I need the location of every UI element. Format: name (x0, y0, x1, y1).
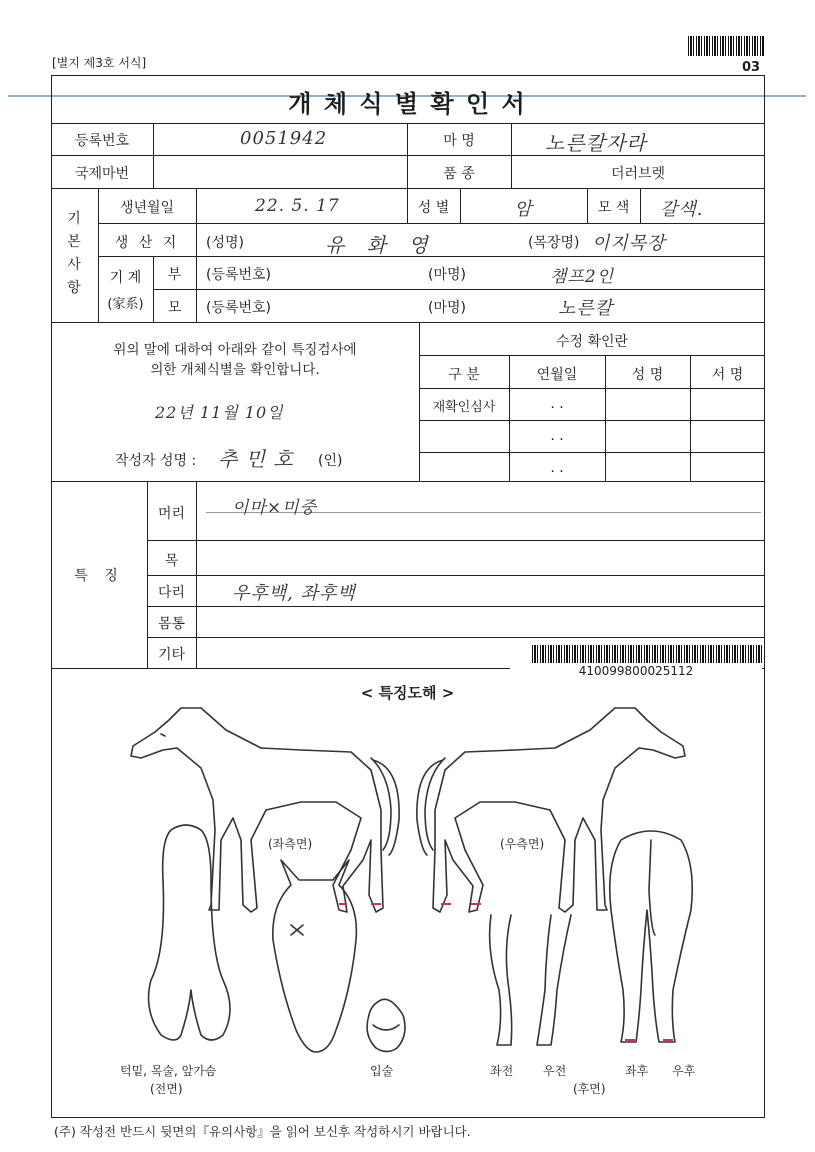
name-value: 노른칼자라 (545, 131, 647, 155)
feature-head-value: 이마×미중 (232, 498, 317, 518)
dam-reg-label: (등록번호) (206, 300, 272, 316)
front-left-label: 좌전 (490, 1064, 514, 1078)
feature-leg-value: 우후백, 좌후백 (232, 583, 356, 604)
right-side-label: (우측면) (500, 837, 545, 851)
producer-name-value: 유 화 영 (325, 233, 436, 257)
correction-title: 수정 확인란 (555, 334, 629, 350)
color-label: 모 색 (597, 200, 630, 216)
color-value: 갈색. (660, 199, 704, 220)
breed-value: 더러브렛 (610, 166, 666, 182)
birth-value: 22. 5. 17 (255, 196, 340, 216)
corr-row-date: . . (550, 396, 564, 412)
footer-note: (주) 작성전 반드시 뒷면의『유의사항』을 읽어 보신후 작성하시기 바랍니다. (54, 1124, 471, 1139)
farm-label: (목장명) (528, 235, 580, 251)
sire-name-value: 챔프2인 (550, 267, 615, 287)
basic-section-label: 기본사항 (67, 211, 81, 296)
farm-value: 이지목장 (592, 233, 666, 254)
muzzle-view (367, 999, 405, 1051)
corr-header-type: 구 분 (448, 367, 480, 383)
feature-other-label: 기타 (157, 647, 186, 663)
producer-label: 생 산 지 (114, 235, 180, 251)
feature-body-label: 몸통 (157, 616, 186, 632)
front-label: (전면) (150, 1082, 183, 1096)
feature-neck-label: 목 (164, 553, 179, 569)
rear-left-label: 좌후 (625, 1064, 649, 1078)
name-label: 마 명 (443, 133, 475, 149)
dam-label: 모 (167, 300, 182, 316)
horse-diagram (51, 690, 765, 1100)
author-label: 작성자 성명 : (115, 453, 197, 469)
page-code: 03 (742, 60, 761, 75)
page-title: 개 체 식 별 확 인 서 (288, 90, 527, 118)
statement-line-2: 의한 개체식별을 확인합니다. (150, 362, 320, 378)
seal-label: (인) (318, 453, 343, 469)
feature-barcode (532, 645, 762, 663)
front-view-horse (149, 825, 230, 1040)
corr-header-date: 연월일 (536, 367, 578, 383)
intl-no-label: 국제마번 (74, 166, 130, 182)
sire-name-label: (마명) (428, 267, 466, 283)
sire-label: 부 (167, 267, 182, 283)
left-side-label: (좌측면) (268, 837, 313, 851)
reg-no-label: 등록번호 (74, 133, 130, 149)
left-side-horse (131, 708, 399, 912)
corr-row-date: . . (550, 460, 564, 476)
muzzle-caption: 입술 (370, 1064, 394, 1078)
right-side-horse (417, 708, 685, 912)
reg-no-value: 0051942 (240, 128, 328, 149)
features-label: 특 징 (74, 568, 124, 584)
corr-row-type: 재확인심사 (432, 400, 496, 415)
sex-value: 암 (514, 199, 533, 220)
front-caption: 턱밑, 목술, 앞가슴 (120, 1064, 217, 1078)
producer-name-label: (성명) (206, 235, 244, 251)
feature-head-label: 머리 (157, 506, 186, 522)
form-label: [별지 제3호 서식] (52, 56, 147, 70)
rear-view-horse (610, 831, 693, 1042)
feature-leg-label: 다리 (157, 585, 186, 601)
dam-name-value: 노른칼 (558, 298, 614, 319)
rear-right-label: 우후 (672, 1064, 696, 1078)
sex-label: 성 별 (417, 200, 450, 216)
lineage-hanja: (家系) (107, 297, 144, 312)
rear-label: (후면) (573, 1082, 606, 1096)
corr-header-name: 성 명 (631, 367, 664, 383)
dam-name-label: (마명) (428, 300, 466, 316)
author-value: 추 민 호 (218, 447, 294, 471)
lineage-label: 기 계 (109, 270, 142, 286)
top-barcode (688, 36, 764, 56)
corr-header-sign: 서 명 (711, 367, 744, 383)
sire-reg-label: (등록번호) (206, 267, 272, 283)
barcode-number: 410099800025112 (510, 664, 762, 678)
front-right-label: 우전 (543, 1064, 567, 1078)
breed-label: 품 종 (443, 166, 475, 182)
birth-label: 생년월일 (119, 200, 175, 216)
statement-line-1: 위의 말에 대하여 아래와 같이 특징검사에 (113, 342, 357, 358)
confirm-date: 22년 11월 10일 (155, 403, 284, 422)
front-legs-view (490, 915, 571, 1045)
corr-row-date: . . (550, 428, 564, 444)
diagram-title: < 특징도해 > (360, 684, 455, 702)
